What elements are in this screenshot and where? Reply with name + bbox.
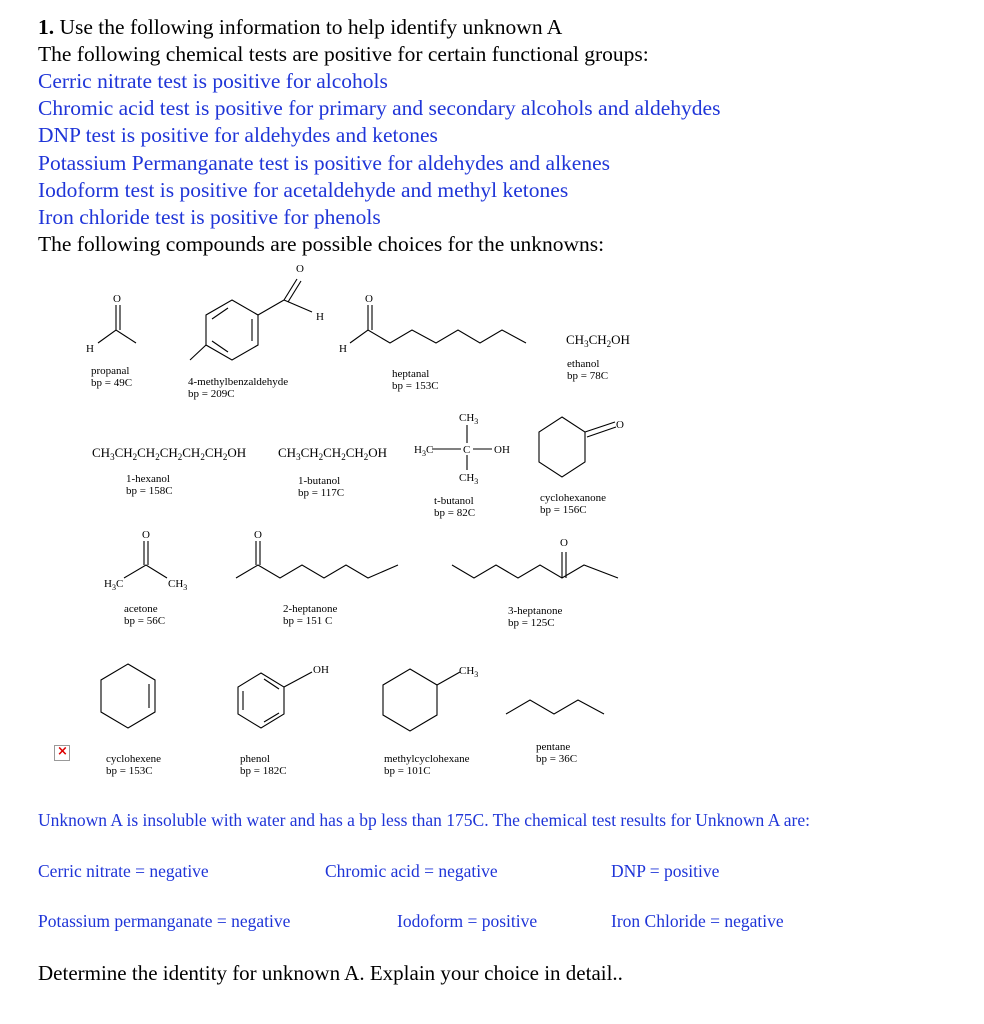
cyclohexanone-bp: bp = 156C — [540, 504, 587, 516]
t-butanol-bp: bp = 82C — [434, 507, 476, 519]
propanal-bp: bp = 49C — [91, 377, 133, 389]
t-butanol-ch3-top: $CH_3$ — [459, 412, 479, 426]
4-methylbenzaldehyde-h-label: H — [316, 311, 324, 323]
tests-intro: The following chemical tests are positive for certain functional groups: — [38, 42, 649, 66]
t-butanol-h3c: $H_3C$ — [414, 444, 434, 458]
phenol-structure — [238, 664, 329, 728]
2-heptanone-bp: bp = 151 C — [283, 615, 333, 627]
pentane-name: pentane — [536, 741, 571, 753]
ethanol-name: ethanol — [567, 358, 600, 370]
heptanal-structure — [339, 293, 526, 355]
cyclohexene-bp: bp = 153C — [106, 765, 153, 777]
1-butanol-bp: bp = 117C — [298, 487, 345, 499]
phenol-name: phenol — [240, 753, 270, 765]
question-title-text: Use the following information to help identify unknown A — [59, 15, 563, 39]
1-butanol-name: 1-butanol — [298, 475, 341, 487]
propanal-oxygen-label: O — [113, 293, 121, 305]
result-cerric-nitrate: Cerric nitrate = negative — [38, 861, 209, 881]
4-methylbenzaldehyde-structure — [190, 263, 324, 360]
methylcyclohexane-structure — [383, 665, 478, 731]
acetone-oxygen-label: O — [142, 529, 150, 541]
test-iron-chloride: Iron chloride test is positive for phenols — [38, 205, 381, 229]
t-butanol-ch3-bottom: $CH_3$ — [459, 472, 479, 486]
cyclohexene-structure — [101, 664, 155, 728]
1-hexanol-name: 1-hexanol — [126, 473, 170, 485]
question-number: 1. — [38, 15, 55, 39]
phenol-oh-label: OH — [313, 664, 329, 676]
3-heptanone-structure — [452, 537, 618, 578]
cyclohexene-name: cyclohexene — [106, 753, 161, 765]
cyclohexanone-oxygen-label: O — [616, 419, 624, 431]
result-chromic-acid: Chromic acid = negative — [325, 861, 498, 881]
pentane-bp: bp = 36C — [536, 753, 578, 765]
pentane-structure — [506, 700, 604, 714]
propanal-name: propanal — [91, 365, 130, 377]
final-prompt: Determine the identity for unknown A. Explain your choice in detail.. — [38, 961, 623, 985]
t-butanol-name: t-butanol — [434, 495, 474, 507]
cyclohexanone-structure — [539, 417, 624, 477]
acetone-ch3: $CH_3$ — [168, 578, 188, 592]
result-iron-chloride: Iron Chloride = negative — [611, 911, 784, 931]
compounds-intro: The following compounds are possible choices for the unknowns: — [38, 232, 605, 256]
acetone-structure — [104, 529, 187, 592]
acetone-name: acetone — [124, 603, 158, 615]
acetone-bp: bp = 56C — [124, 615, 166, 627]
methylcyclohexane-bp: bp = 101C — [384, 765, 431, 777]
test-chromic-acid: Chromic acid test is positive for primary and secondary alcohols and aldehydes — [38, 96, 721, 120]
propanal-h-label: H — [86, 343, 94, 355]
result-dnp: DNP = positive — [611, 861, 720, 881]
test-dnp: DNP test is positive for aldehydes and ketones — [38, 123, 438, 147]
test-iodoform: Iodoform test is positive for acetaldehyde and methyl ketones — [38, 178, 569, 202]
4-methylbenzaldehyde-bp: bp = 209C — [188, 388, 235, 400]
heptanal-bp: bp = 153C — [392, 380, 439, 392]
t-butanol-structure — [414, 412, 510, 486]
2-heptanone-structure — [236, 529, 398, 578]
1-butanol-formula: $CH_3CH_2CH_2CH_2OH$ — [278, 445, 388, 462]
4-methylbenzaldehyde-name: 4-methylbenzaldehyde — [188, 376, 289, 388]
1-hexanol-bp: bp = 158C — [126, 485, 173, 497]
propanal-structure — [86, 293, 136, 355]
test-permanganate: Potassium Permanganate test is positive for aldehydes and alkenes — [38, 151, 611, 175]
heptanal-h-label: H — [339, 343, 347, 355]
phenol-bp: bp = 182C — [240, 765, 287, 777]
result-permanganate: Potassium permanganate = negative — [38, 911, 291, 931]
unknown-description: Unknown A is insoluble with water and has a bp less than 175C. The chemical test results for Unknown A are: — [38, 810, 810, 830]
heptanal-name: heptanal — [392, 368, 430, 380]
2-heptanone-oxygen-label: O — [254, 529, 262, 541]
3-heptanone-oxygen-label: O — [560, 537, 568, 549]
t-butanol-oh: OH — [494, 444, 510, 456]
4-methylbenzaldehyde-oxygen-label: O — [296, 263, 304, 275]
ethanol-formula: $CH_3CH_2OH$ — [566, 332, 630, 349]
result-iodoform: Iodoform = positive — [397, 911, 538, 931]
broken-image-icon: × — [54, 745, 70, 761]
2-heptanone-name: 2-heptanone — [283, 603, 338, 615]
1-hexanol-formula: $CH_3CH_2CH_2CH_2CH_2CH_2OH$ — [92, 445, 247, 462]
3-heptanone-name: 3-heptanone — [508, 605, 563, 617]
t-butanol-center-c: C — [463, 444, 471, 456]
3-heptanone-bp: bp = 125C — [508, 617, 555, 629]
test-cerric-nitrate: Cerric nitrate test is positive for alcohols — [38, 69, 388, 93]
cyclohexanone-name: cyclohexanone — [540, 492, 606, 504]
methylcyclohexane-name: methylcyclohexane — [384, 753, 470, 765]
methylcyclohexane-ch3: $CH_3$ — [459, 665, 479, 679]
heptanal-oxygen-label: O — [365, 293, 373, 305]
acetone-h3c: $H_3C$ — [104, 578, 124, 592]
ethanol-bp: bp = 78C — [567, 370, 609, 382]
